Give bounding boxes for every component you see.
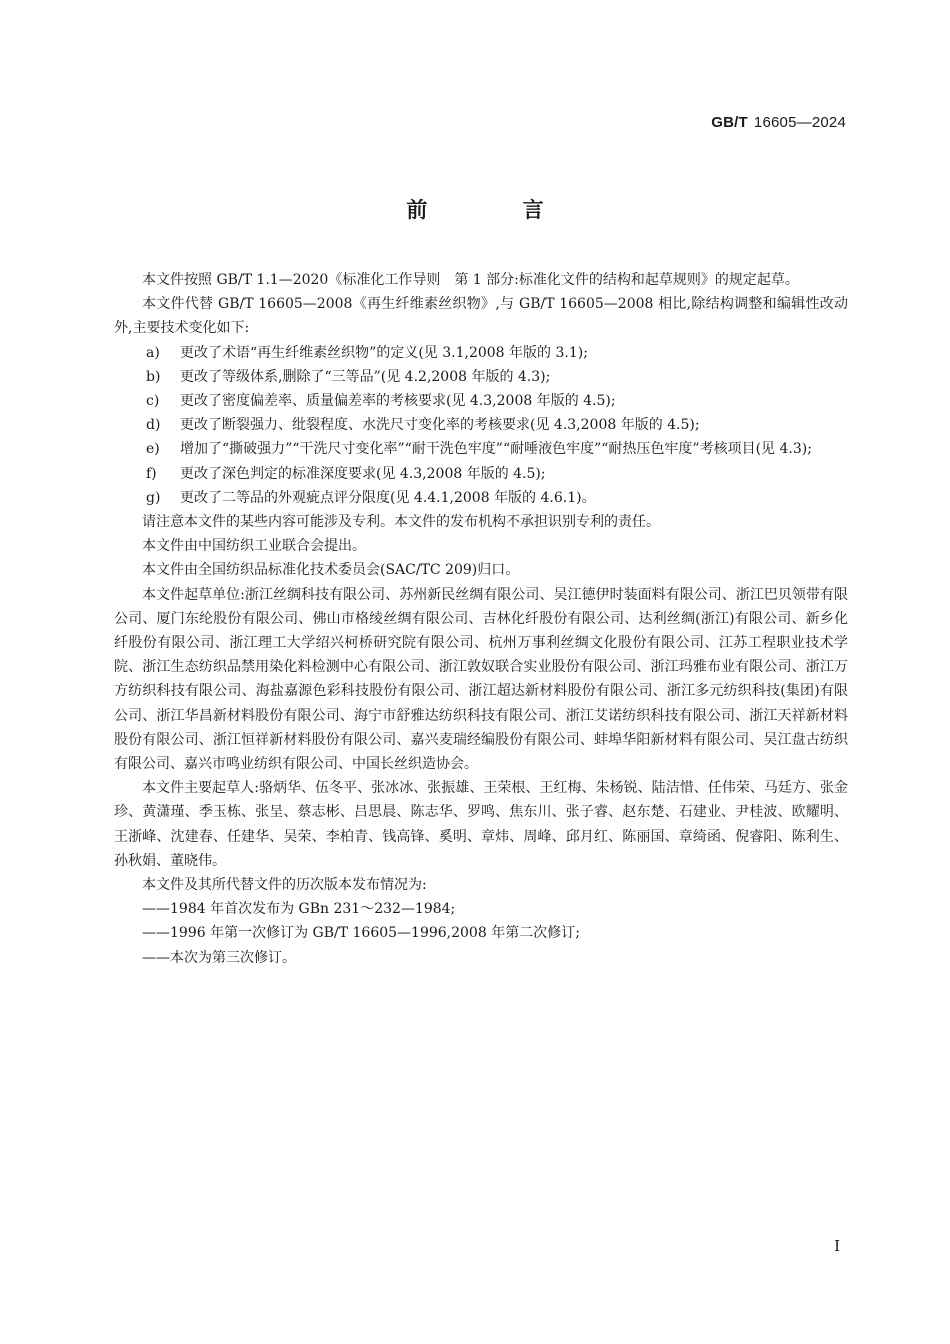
list-item (114, 437, 848, 461)
list-item-text: 更改了二等品的外观疵点评分限度(见 4.4.1,2008 年版的 4.6.1)。 (180, 489, 596, 506)
list-item-text: 更改了密度偏差率、质量偏差率的考核要求(见 4.3,2008 年版的 4.5); (180, 393, 616, 410)
main-drafters: 本文件主要起草人:骆炳华、伍冬平、张冰冰、张振雄、王荣根、王红梅、朱杨锐、陆洁惜、任伟荣、马廷方、张金珍、黄潇瑾、季玉栋、张呈、蔡志彬、吕思晨、陈志华、罗鸣、焦东川、张子睿、赵东楚、石建业、尹桂波、欧耀明、王浙峰、沈建春、任建华、吴荣、李柏青、钱高锋、奚明、章炜、周峰、邱月红、陈丽国、章绮函、倪睿阳、陈利生、孙秋娟、董晓伟。 (114, 780, 848, 869)
list-item-text: 更改了等级体系,删除了“三等品”(见 4.2,2008 年版的 4.3); (180, 368, 551, 385)
page-number: I (834, 1237, 840, 1255)
proposed-by: 本文件由中国纺织工业联合会提出。 (142, 538, 366, 555)
list-item-text: 更改了断裂强力、纰裂程度、水洗尺寸变化率的考核要求(见 4.3,2008 年版的 4.5); (180, 417, 700, 434)
list-item-marker: d) (146, 417, 161, 434)
version-history-list (114, 897, 848, 970)
drafting-units: 本文件起草单位:浙江丝绸科技有限公司、苏州新民丝绸有限公司、吴江德伊时装面料有限公司、浙江巴贝领带有限公司、厦门东纶股份有限公司、佛山市格绫丝绸有限公司、吉林化纤股份有限公司、达利丝绸(浙江)有限公司、新乡化纤股份有限公司、浙江理工大学绍兴柯桥研究院有限公司、杭州万事利丝绸文化股份有限公司、江苏工程职业技术学院、浙江生态纺织品禁用染化料检测中心有限公司、浙江敦奴联合实业股份有限公司、浙江玛雅布业有限公司、浙江万方纺织科技有限公司、海盐嘉源色彩科技股份有限公司、浙江超达新材料股份有限公司、浙江多元纺织科技(集团)有限公司、浙江华昌新材料股份有限公司、海宁市舒雅达纺织科技有限公司、浙江艾诺纺织科技有限公司、浙江天祥新材料股份有限公司、浙江恒祥新材料股份有限公司、嘉兴麦瑞经编股份有限公司、蚌埠华阳新材料有限公司、吴江盘古纺织有限公司、嘉兴市鸣业纺织有限公司、中国长丝织造协会。 (114, 586, 848, 773)
list-item (114, 389, 848, 413)
list-item-marker: f) (146, 465, 157, 482)
document-code (711, 114, 846, 131)
patent-notice: 请注意本文件的某些内容可能涉及专利。本文件的发布机构不承担识别专利的责任。 (142, 514, 660, 531)
list-item-marker: b) (146, 368, 161, 385)
document-code-prefix: GB/T (711, 114, 748, 131)
foreword-body (114, 268, 848, 970)
history-item: ——1984 年首次发布为 GBn 231～232—1984; (142, 901, 456, 918)
drafting-rule-paragraph: 本文件按照 GB/T 1.1—2020《标准化工作导则 第 1 部分:标准化文件的结构和起草规则》的规定起草。 (142, 272, 799, 288)
technical-changes-list (114, 341, 848, 510)
history-intro: 本文件及其所代替文件的历次版本发布情况为: (142, 877, 427, 894)
list-item (114, 341, 848, 365)
document-code-number: 16605—2024 (753, 114, 846, 131)
list-item-text: 更改了术语“再生纤维素丝织物”的定义(见 3.1,2008 年版的 3.1); (180, 344, 588, 361)
list-item-marker: g) (146, 489, 161, 506)
list-item (114, 462, 848, 486)
centralized-by: 本文件由全国纺织品标准化技术委员会(SAC/TC 209)归口。 (142, 562, 520, 579)
list-item (114, 486, 848, 510)
list-item (114, 413, 848, 437)
page-title: 前 言 (406, 198, 588, 222)
list-item-marker: e) (146, 441, 160, 458)
list-item-text: 更改了深色判定的标准深度要求(见 4.3,2008 年版的 4.5); (180, 465, 546, 482)
list-item-marker: c) (146, 393, 160, 410)
history-item: ——本次为第三次修订。 (142, 949, 296, 966)
list-item-text: 增加了“撕破强力”“干洗尺寸变化率”“耐干洗色牢度”“耐唾液色牢度”“耐热压色牢度”考核项目(见 4.3); (180, 441, 812, 458)
list-item (114, 365, 848, 389)
replacement-paragraph: 本文件代替 GB/T 16605—2008《再生纤维素丝织物》,与 GB/T 16605—2008 相比,除结构调整和编辑性改动外,主要技术变化如下: (114, 296, 848, 337)
history-item: ——1996 年第一次修订为 GB/T 16605—1996,2008 年第二次修订; (142, 925, 580, 942)
list-item-marker: a) (146, 344, 160, 361)
